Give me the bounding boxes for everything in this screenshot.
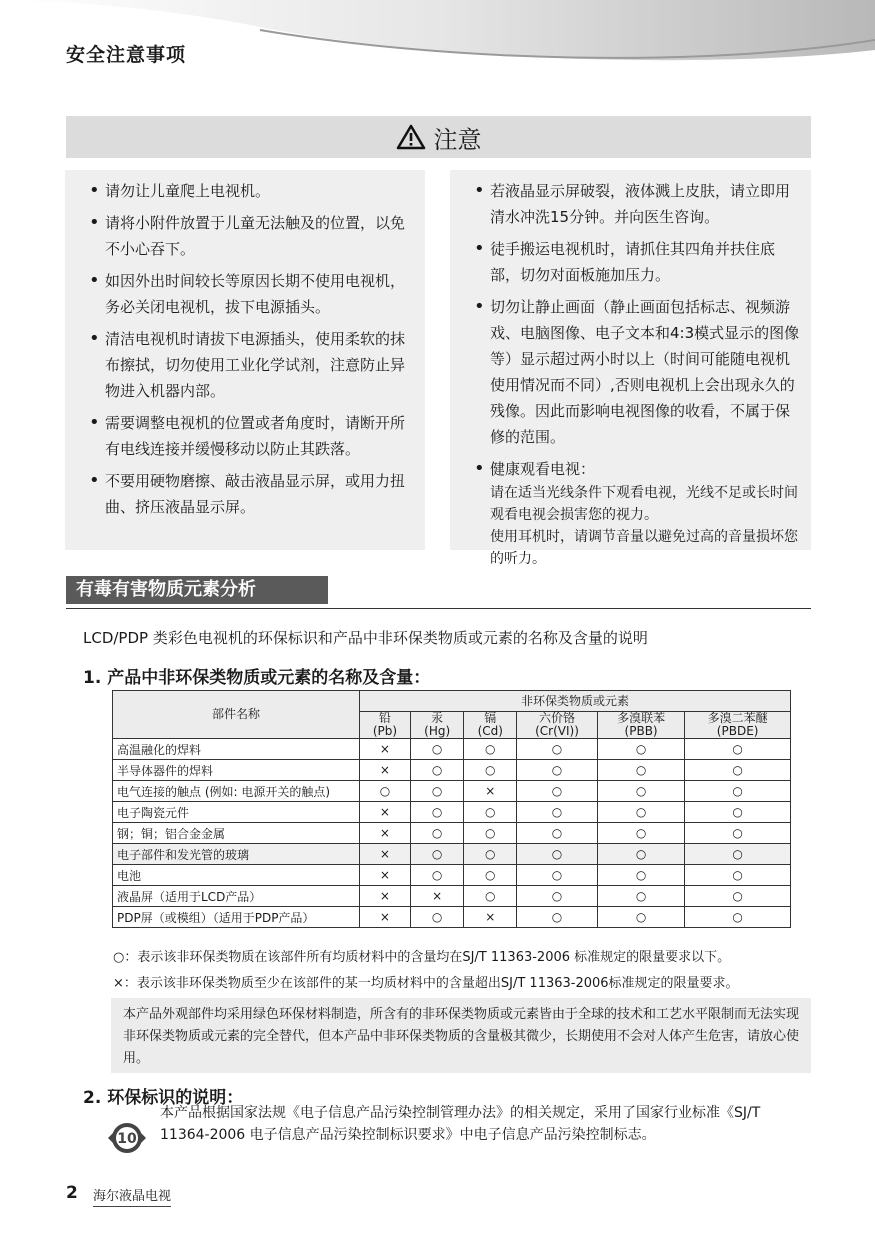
statement-box: [111, 998, 811, 1073]
intro-text: LCD/PDP 类彩色电视机的环保标识和产品中非环保类物质或元素的名称及含量的说明: [83, 629, 648, 647]
part-name-cell: PDP屏（或模组）（适用于PDP产品）: [113, 907, 360, 928]
value-cell: ○: [464, 760, 517, 781]
subheading-1: 1. 产品中非环保类物质或元素的名称及含量：: [83, 668, 431, 688]
eco-logo-number: 10: [117, 1131, 137, 1147]
list-item: • 请勿让儿童爬上电视机。: [79, 178, 414, 204]
column-name: 汞: [431, 711, 444, 725]
subheading-2: 2. 环保标识的说明：: [83, 1088, 244, 1108]
value-cell: ○: [517, 844, 598, 865]
value-cell: ○: [685, 781, 791, 802]
value-cell: ○: [685, 844, 791, 865]
value-cell: ○: [597, 739, 684, 760]
column-header: [360, 712, 411, 739]
value-cell: ○: [464, 823, 517, 844]
value-cell: ○: [597, 844, 684, 865]
column-symbol: (PBDE): [716, 724, 759, 738]
column-name: 多溴二苯醚: [707, 711, 768, 725]
column-header: [597, 712, 684, 739]
value-cell: ○: [410, 781, 464, 802]
label-description: 本产品根据国家法规《电子信息产品污染控制管理办法》的相关规定，采用了国家行业标准《SJ/T 11364-2006 电子信息产品污染控制标识要求》中电子信息产品污染控制标志。: [160, 1105, 761, 1143]
value-cell: ○: [464, 886, 517, 907]
warning-icon: [396, 124, 426, 150]
value-cell: ×: [360, 844, 411, 865]
column-name: 六价铬: [539, 711, 576, 725]
value-cell: ○: [464, 865, 517, 886]
table-row: [113, 907, 791, 928]
health-line: 请在适当光线条件下观看电视，光线不足或长时间观看电视会损害您的视力。: [490, 485, 798, 523]
table-row: [113, 886, 791, 907]
value-cell: ○: [410, 865, 464, 886]
value-cell: ○: [597, 907, 684, 928]
value-cell: ○: [517, 907, 598, 928]
value-cell: ○: [597, 781, 684, 802]
caution-panel-right: [450, 170, 811, 567]
value-cell: ○: [685, 886, 791, 907]
caution-panel-left: [65, 170, 425, 550]
part-header: 部件名称: [113, 691, 360, 739]
health-line: 使用耳机时，请调节音量以避免过高的音量损坏您的听力。: [490, 529, 798, 567]
value-cell: ○: [410, 802, 464, 823]
value-cell: ○: [464, 844, 517, 865]
column-header: [410, 712, 464, 739]
list-item: • 清洁电视机时请拔下电源插头，使用柔软的抹布擦拭，切勿使用工业化学试剂，注意防止异物进入机器内部。: [79, 326, 414, 404]
value-cell: ○: [597, 886, 684, 907]
page-number: 2: [66, 1183, 78, 1203]
value-cell: ○: [597, 760, 684, 781]
list-item: • 如因外出时间较长等原因长期不使用电视机，务必关闭电视机，拔下电源插头。: [79, 268, 414, 320]
column-header: [685, 712, 791, 739]
value-cell: ○: [410, 739, 464, 760]
value-cell: ×: [360, 802, 411, 823]
caution-title: 注意: [433, 125, 482, 154]
part-name-cell: 电池: [113, 865, 360, 886]
value-cell: ×: [464, 781, 517, 802]
caution-banner: [66, 116, 811, 158]
value-cell: ○: [410, 907, 464, 928]
part-name-cell: 电子部件和发光管的玻璃: [113, 844, 360, 865]
value-cell: ○: [597, 802, 684, 823]
column-symbol: (Cr(VI)): [535, 724, 579, 738]
legend-x: ×：表示该非环保类物质至少在该部件的某一均质材料中的含量超出SJ/T 11363-2006标准规定的限量要求。: [113, 976, 739, 991]
value-cell: ○: [685, 823, 791, 844]
table-row: [113, 802, 791, 823]
list-item: • 切勿让静止画面（静止画面包括标志、视频游戏、电脑图像、电子文本和4:3模式显示的图像等）显示超过两小时以上（时间可能随电视机使用情况而不同）,否则电视机上会出现永久的残像。因此而影响电视图像的收看，不属于保修的范围。: [464, 294, 804, 450]
table-row: [113, 844, 791, 865]
value-cell: ○: [517, 739, 598, 760]
section-rule: [66, 608, 811, 609]
list-item: • 徒手搬运电视机时，请抓住其四角并扶住底部，切勿对面板施加压力。: [464, 236, 804, 288]
value-cell: ×: [464, 907, 517, 928]
value-cell: ×: [360, 739, 411, 760]
column-symbol: (Pb): [372, 724, 398, 738]
part-name-cell: 电气连接的触点 (例如: 电源开关的触点): [113, 781, 360, 802]
value-cell: ○: [685, 907, 791, 928]
column-name: 多溴联苯: [617, 711, 666, 725]
value-cell: ○: [685, 802, 791, 823]
substance-table: [112, 690, 791, 928]
value-cell: ×: [410, 886, 464, 907]
footer-brand: 海尔液晶电视: [93, 1185, 171, 1207]
list-item: • 需要调整电视机的位置或者角度时，请断开所有电线连接并缓慢移动以防止其跌落。: [79, 410, 414, 462]
table-row: [113, 781, 791, 802]
list-item: • 不要用硬物磨擦、敲击液晶显示屏，或用力扭曲、挤压液晶显示屏。: [79, 468, 414, 520]
value-cell: ×: [360, 865, 411, 886]
page-title: 安全注意事项: [66, 44, 187, 66]
legend-o: ○：表示该非环保类物质在该部件所有均质材料中的含量均在SJ/T 11363-2006 标准规定的限量要求以下。: [113, 950, 731, 965]
value-cell: ○: [517, 781, 598, 802]
value-cell: ○: [410, 760, 464, 781]
value-cell: ×: [360, 907, 411, 928]
column-name: 铅: [378, 711, 391, 725]
table-row: [113, 739, 791, 760]
table-row: [113, 760, 791, 781]
value-cell: ○: [685, 865, 791, 886]
value-cell: ○: [517, 823, 598, 844]
value-cell: ×: [360, 823, 411, 844]
statement-text: 本产品外观部件均采用绿色环保材料制造，所含有的非环保类物质或元素皆由于全球的技术和工艺水平限制而无法实现非环保类物质或元素的完全替代，但本产品中非环保类物质的含量极其微少，长期使用不会对人体产生危害，请放心使用。: [123, 1007, 800, 1066]
column-name: 镉: [484, 711, 497, 725]
value-cell: ○: [360, 781, 411, 802]
table-row: [113, 823, 791, 844]
value-cell: ○: [685, 760, 791, 781]
value-cell: ○: [410, 823, 464, 844]
value-cell: ×: [360, 760, 411, 781]
value-cell: ○: [517, 760, 598, 781]
part-name-cell: 高温融化的焊料: [113, 739, 360, 760]
value-cell: ○: [410, 844, 464, 865]
part-name-cell: 液晶屏（适用于LCD产品）: [113, 886, 360, 907]
column-header: [517, 712, 598, 739]
column-symbol: (Cd): [477, 724, 503, 738]
value-cell: ○: [517, 865, 598, 886]
part-name-cell: 电子陶瓷元件: [113, 802, 360, 823]
column-symbol: (Hg): [424, 724, 451, 738]
list-item-health: [464, 456, 804, 570]
section-heading: 有毒有害物质元素分析: [66, 576, 328, 604]
table-row: [113, 865, 791, 886]
value-cell: ○: [464, 802, 517, 823]
value-cell: ○: [597, 865, 684, 886]
value-cell: ○: [517, 886, 598, 907]
group-header: 非环保类物质或元素: [360, 691, 791, 712]
column-symbol: (PBB): [624, 724, 658, 738]
column-header: [464, 712, 517, 739]
part-name-cell: 钢；铜；铝合金金属: [113, 823, 360, 844]
health-title: 健康观看电视：: [490, 460, 596, 478]
part-name-cell: 半导体器件的焊料: [113, 760, 360, 781]
eco-period-logo-icon: [104, 1118, 150, 1158]
value-cell: ×: [360, 886, 411, 907]
list-item: • 若液晶显示屏破裂，液体溅上皮肤，请立即用清水冲洗15分钟。并向医生咨询。: [464, 178, 804, 230]
list-item: • 请将小附件放置于儿童无法触及的位置，以免不小心吞下。: [79, 210, 414, 262]
value-cell: ○: [597, 823, 684, 844]
value-cell: ○: [517, 802, 598, 823]
value-cell: ○: [685, 739, 791, 760]
value-cell: ○: [464, 739, 517, 760]
